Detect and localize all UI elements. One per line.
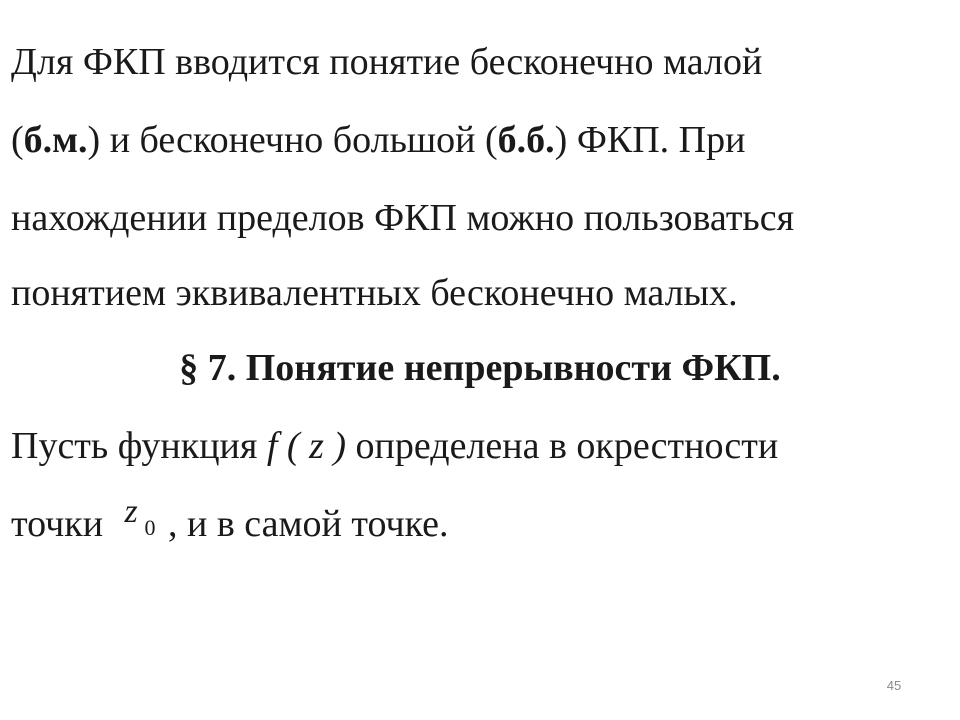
text: ( [11,119,24,161]
bb-abbreviation: б.б. [497,119,555,161]
text: нахождении пределов ФКП можно пользоваться [11,197,795,239]
text: точки [11,503,113,545]
paragraph2-line2 [11,493,449,546]
paragraph1-line2 [11,118,745,162]
z-subscript: 0 [144,515,156,540]
section-heading: § 7. Понятие непрерывности ФКП. [179,347,781,389]
z0-formula [113,493,159,546]
text: ) и бесконечно большой ( [87,119,498,161]
text: Пусть функция [11,425,267,467]
z-symbol: z [124,493,138,530]
text: , и в самой точке. [158,503,449,545]
page-number: 45 [886,678,902,693]
paragraph2-line1 [11,424,778,468]
paragraph1-line1 [11,40,762,84]
text: определена в окрестности [346,425,779,467]
paragraph1-line3 [11,196,794,240]
text: понятием эквивалентных бесконечно малых. [11,272,738,314]
paragraph1-line4 [11,271,738,315]
function-notation: f ( z ) [266,425,347,467]
text: Для ФКП вводится понятие бесконечно малой [11,41,763,83]
bm-abbreviation: б.м. [23,119,88,161]
text: ) ФКП. При [554,119,746,161]
